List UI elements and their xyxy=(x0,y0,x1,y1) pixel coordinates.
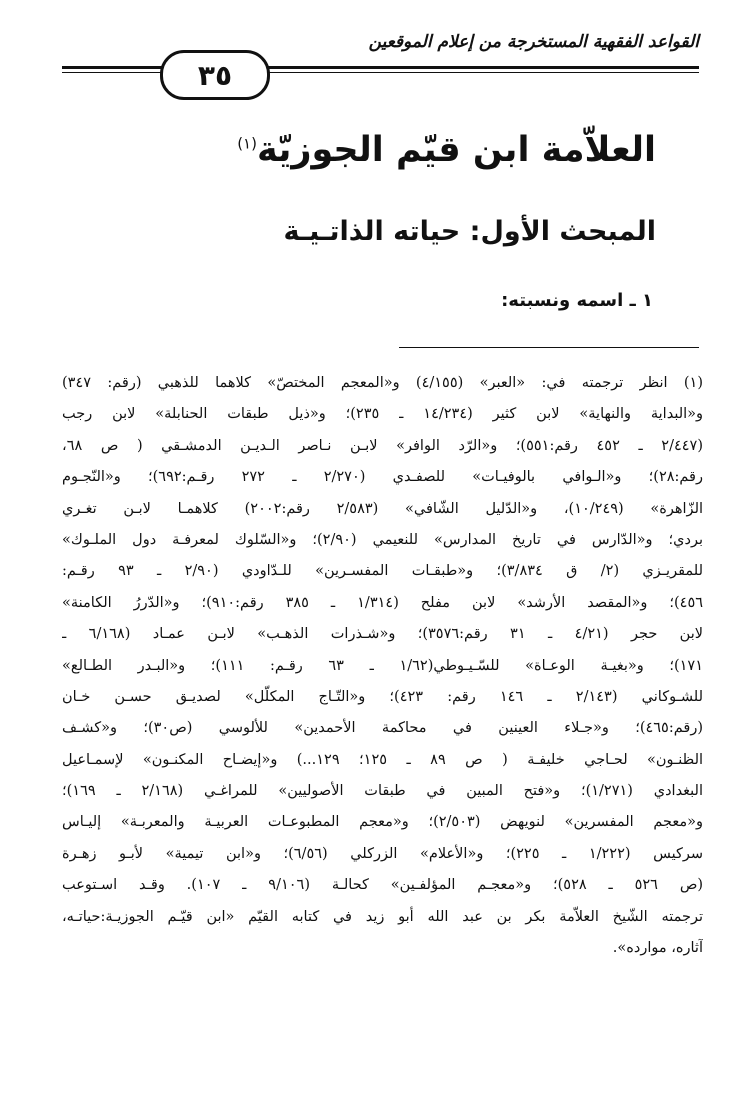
footnote-line: و«البداية والنهاية» لابن كثير (١٤/٢٣٤ ـ ٢٣٥)؛ و«ذيل طبقات الحنابلة» لابن رجب xyxy=(62,406,703,423)
footnote-line: الظنـون» لحـاجي خليفـة ( ص ٨٩ ـ ١٢٥؛ ١٢٩...) و«إيضـاح المكنـون» لإسمـاعيل xyxy=(62,751,703,768)
footnote-line: للمقريـزي (٢/ ق ٣/٨٣٤)؛ و«طبقـات المفسـرين» للـدّاودي (٢/٩٠ ـ ٩٣ رقـم: xyxy=(62,563,703,580)
footnote-line: (ص ٥٢٦ ـ ٥٢٨)؛ و«معجـم المؤلفـين» كحالـة (٩/١٠٦ ـ ١٠٧). وقـد اسـتوعب xyxy=(62,877,703,894)
footnote-line: (١) انظر ترجمته في: «العبر» (٤/١٥٥) و«المعجم المختصّ» كلاهما للذهبي (رقم: ٣٤٧) xyxy=(62,375,703,391)
footnote-line: البغدادي (١/٢٧١)؛ و«فتح المبين في طبقات الأصوليين» للمراغـي (٢/١٦٨ ـ ١٦٩)؛ xyxy=(62,783,703,800)
chapter-title-text: العلاّمة ابن قيّم الجوزيّة xyxy=(256,130,656,170)
footnote-line: رقم:٢٨)؛ و«الـوافي بالوفيـات» للصفـدي (٢/٢٧٠ ـ ٢٧٢ رقـم:٦٩٢)؛ و«النّجـوم xyxy=(62,469,703,486)
footnote-line: ٤٥٦)؛ و«المقصد الأرشد» لابن مفلح (١/٣١٤ ـ ٣٨٥ رقم:٩١٠)؛ و«الدّررُ الكامنة» xyxy=(62,594,703,611)
footnote-separator xyxy=(399,347,699,348)
footnote-line: بردي؛ و«الدّارس في تاريخ المدارس» للنعيمي (٢/٩٠)؛ و«السّلوك لمعرفـة دول الملـوك» xyxy=(62,531,703,548)
header-rule-thick xyxy=(62,66,699,69)
footnote-marker: (١) xyxy=(237,134,257,153)
footnote-block xyxy=(62,368,703,964)
header-rule-thin xyxy=(62,72,699,73)
footnote-line: الزّاهرة» (١٠/٢٤٩)، و«الدّليل الشّافي» (٢/٥٨٣ رقم:٢٠٠٢) كلاهمـا لابـن تغـري xyxy=(62,500,703,517)
footnote-line: (٢/٤٤٧ ـ ٤٥٢ رقم:٥٥١)؛ و«الرّد الوافر» لابـن نـاصر الـديـن الدمشـقي ( ص ٦٨، xyxy=(62,437,703,454)
footnote-line: آثاره، موارده». xyxy=(612,940,703,957)
footnote-line: لابن حجر (٤/٢١ ـ ٣١ رقم:٣٥٧٦)؛ و«شـذرات الذهـب» لابـن عمـاد (٦/١٦٨ ـ xyxy=(62,626,703,643)
footnote-line: للشـوكاني (٢/١٤٣ ـ ١٤٦ رقم: ٤٢٣)؛ و«التّـاج المكلّل» لصديـق حسـن خـان xyxy=(62,688,703,705)
footnote-line: سركيس (١/٢٢٢ ـ ٢٢٥)؛ و«الأعلام» الزركلي (٦/٥٦)؛ و«ابن تيمية» لأبـو زهـرة xyxy=(62,845,703,862)
footnote-line: و«معجم المفسرين» لنويهض (٢/٥٠٣)؛ و«معجم المطبوعـات العربيـة والمعربـة» إليـاس xyxy=(62,814,703,831)
subheading-name-lineage: ١ ـ اسمه ونسبته: xyxy=(501,290,653,311)
section-title: المبحث الأول: حياته الذاتـيـة xyxy=(283,216,656,247)
footnote-line: ترجمته الشّيخ العلاّمة بكر بن عبد الله أبو زيد في كتابه القيّم «ابن قيّـم الجوزيـة:حياتـه، xyxy=(62,908,703,925)
running-header-title: القواعد الفقهية المستخرجة من إعلام الموقعين xyxy=(368,32,699,52)
footnote-line: ١٧١)؛ و«بغيـة الوعـاة» للسّـيـوطي(١/٦٢ ـ ٦٣ رقـم: ١١١)؛ و«البـدر الطـالع» xyxy=(62,657,703,674)
chapter-title xyxy=(237,130,656,170)
footnote-line: (رقم:٤٦٥)؛ و«جـلاء العينين في محاكمة الأحمدين» للألوسي (ص٣٠)؛ و«كشـف xyxy=(62,720,703,737)
page-number: ٣٥ xyxy=(160,50,270,100)
